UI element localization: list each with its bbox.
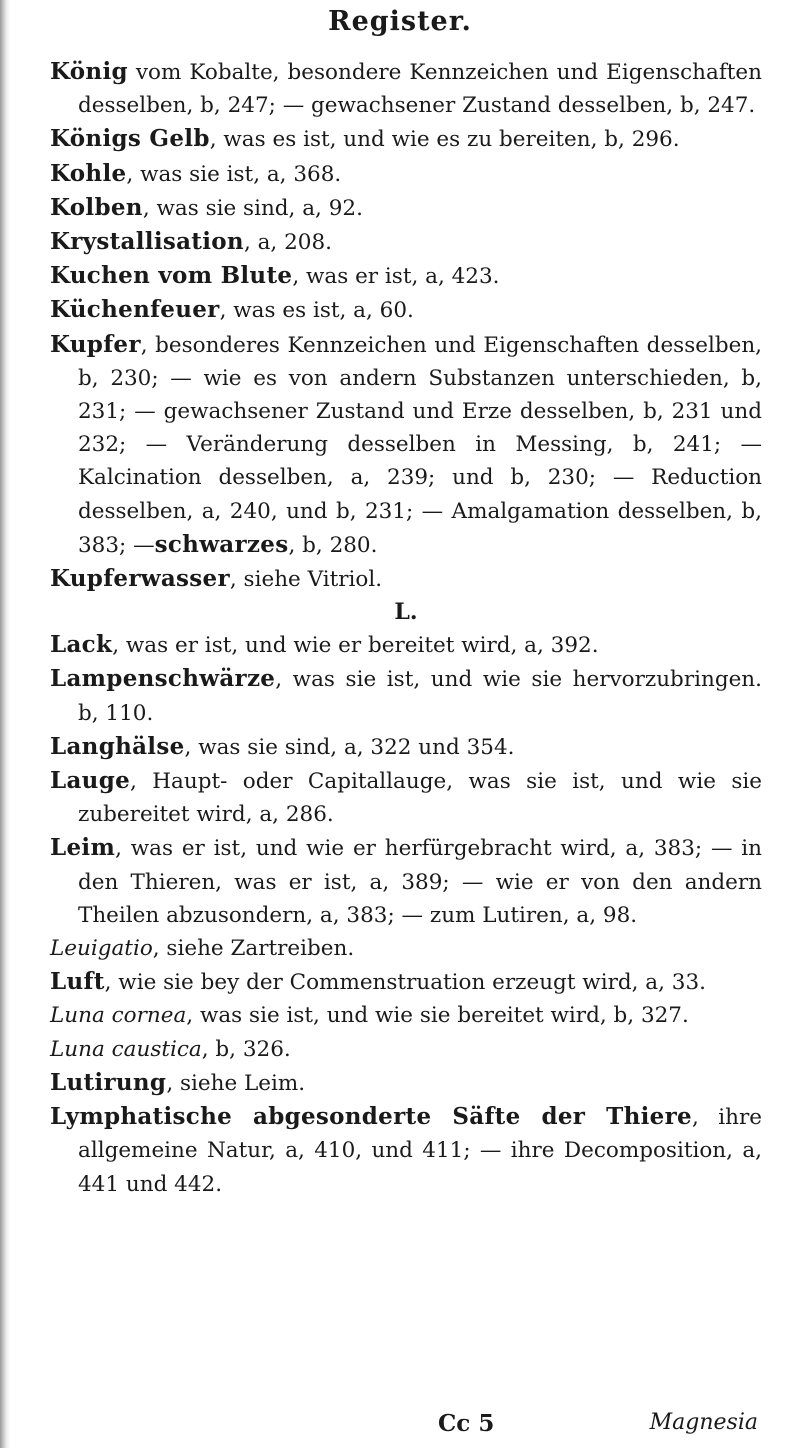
spine-shadow xyxy=(0,0,10,1448)
entry-text: , ihre allgemeine Natur, a, 410, und 411; — ihre Decomposition, a, 441 und 442. xyxy=(78,1105,762,1197)
entry-text: , was sie ist, und wie sie bereitet wird, b, 327. xyxy=(186,1003,689,1029)
entry-text: , was sie ist, und wie sie hervorzubringen. b, 110. xyxy=(78,667,762,726)
index-entry xyxy=(50,157,762,191)
entry-text: , wie sie bey der Commenstruation erzeugt wird, a, 33. xyxy=(104,970,706,996)
entry-text: , siehe Zartreiben. xyxy=(152,936,355,962)
index-entry xyxy=(50,730,762,764)
entry-keyword: Lauge xyxy=(50,767,131,795)
entry-keyword: Krystallisation xyxy=(50,228,244,256)
entry-text: , was es ist, a, 60. xyxy=(219,298,414,324)
index-entry xyxy=(50,225,762,259)
entry-text: , siehe Leim. xyxy=(166,1070,306,1096)
entry-text: , was es ist, und wie es zu bereiten, b, 296. xyxy=(209,127,680,153)
entry-text: , siehe Vitriol. xyxy=(229,567,383,593)
entry-text: , Haupt- oder Capitallauge, was sie ist, und wie sie zubereitet wird, a, 286. xyxy=(78,769,762,828)
entry-text: , b, 280. xyxy=(288,532,378,558)
entry-keyword: Lampenschwärze xyxy=(50,665,276,693)
entry-keyword: Kolben xyxy=(50,193,143,221)
entry-keyword: Lack xyxy=(50,631,113,659)
entry-latin-term: Leuigatio xyxy=(50,936,153,962)
index-entry xyxy=(50,662,762,729)
entry-text: vom Kobalte, besondere Kennzeichen und Eigenschaften desselben, b, 247; — gewachsener Zustand desselben, b, 247. xyxy=(78,60,762,119)
entry-keyword: Lutirung xyxy=(50,1068,167,1096)
entry-text: , was er ist, und wie er herfürgebracht wird, a, 383; — in den Thieren, was er ist, a, 389; — wie er von den andern Theilen abzusondern, a, 383; — zum Lutiren, a, 98. xyxy=(78,836,762,928)
index-entry xyxy=(50,293,762,327)
index-entry xyxy=(50,628,762,662)
entry-text: , was er ist, a, 423. xyxy=(292,264,500,290)
entry-text: , besonderes Kennzeichen und Eigenschaften desselben, b, 230; — wie es von andern Substanzen unterschieden, b, 231; — gewachsener Zustand und Erze desselben, b, 231 und 232; — Veränderung desselben in Messing, b, 241; — Kalcination desselben, a, 239; und b, 230; — Reduction desselben, a, 240, und b, 231; — Amalgamation desselben, b, 383; — xyxy=(78,332,762,558)
entry-text: , was sie sind, a, 92. xyxy=(142,195,363,221)
entry-keyword: Luft xyxy=(50,968,105,996)
entry-text: , b, 326. xyxy=(201,1036,291,1062)
entry-subkeyword: schwarzes xyxy=(154,530,289,558)
catchword: Magnesia xyxy=(649,1410,758,1435)
entry-keyword: Kupfer xyxy=(50,330,141,358)
index-entry xyxy=(50,932,762,965)
index-entry xyxy=(50,122,762,156)
index-body xyxy=(50,55,762,1201)
index-entry xyxy=(50,831,762,932)
entry-text: , was er ist, und wie er bereitet wird, a, 392. xyxy=(112,633,599,659)
entry-text: , a, 208. xyxy=(243,230,332,256)
entry-text: , was sie sind, a, 322 und 354. xyxy=(184,734,515,760)
running-head: Register. xyxy=(328,6,472,37)
index-entry xyxy=(50,562,762,596)
index-entry xyxy=(50,999,762,1032)
signature-mark: Cc 5 xyxy=(438,1410,495,1437)
entry-keyword: Lymphatische abgesonderte Säfte der Thiere xyxy=(50,1103,692,1131)
entry-latin-term: Luna caustica xyxy=(50,1036,202,1062)
entry-text: , was sie ist, a, 368. xyxy=(126,161,342,187)
entry-keyword: Kupferwasser xyxy=(50,565,230,593)
index-entry xyxy=(50,328,762,562)
index-entry xyxy=(50,965,762,999)
index-entry xyxy=(50,1100,762,1201)
entry-keyword: König xyxy=(50,58,128,85)
entry-keyword: Langhälse xyxy=(50,732,185,760)
index-entry xyxy=(50,55,762,122)
index-entry xyxy=(50,191,762,225)
index-entry xyxy=(50,259,762,293)
index-entry xyxy=(50,1033,762,1066)
entry-keyword: Kohle xyxy=(50,159,127,187)
entry-keyword: Kuchen vom Blute xyxy=(50,262,293,290)
section-letter: L. xyxy=(394,599,418,626)
page-footer xyxy=(0,1410,800,1444)
entry-keyword: Küchenfeuer xyxy=(50,296,220,324)
entry-keyword: Leim xyxy=(50,834,116,862)
index-entry xyxy=(50,1066,762,1100)
entry-latin-term: Luna cornea xyxy=(50,1003,187,1029)
entry-keyword: Königs Gelb xyxy=(50,125,210,153)
index-entry xyxy=(50,764,762,831)
